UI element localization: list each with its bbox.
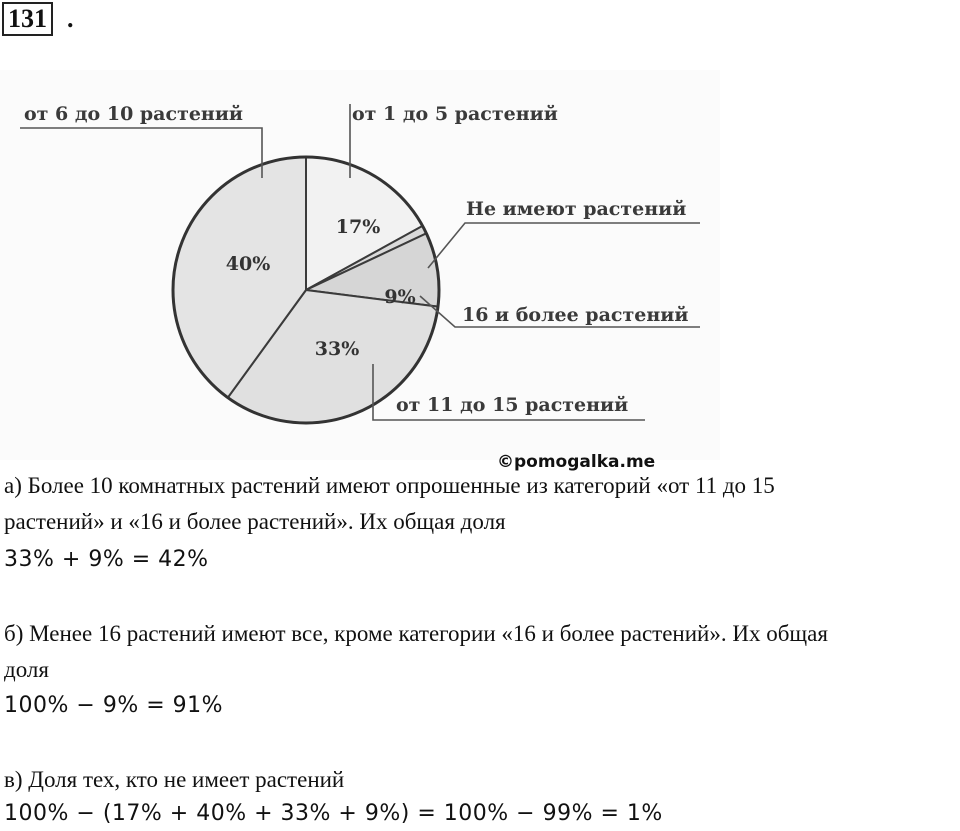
answer-c-text-1: в) Доля тех, кто не имеет растений <box>4 767 345 792</box>
callout-leader-6-10 <box>20 128 262 178</box>
pie-chart <box>0 70 720 460</box>
watermark: ©pomogalka.me <box>497 452 656 472</box>
answer-b-text-2: доля <box>4 657 49 682</box>
answer-b-text-1: б) Менее 16 растений имеют все, кроме категории «16 и более растений». Их общая <box>4 621 828 646</box>
answer-a-text-2: растений» и «16 и более растений». Их общая доля <box>4 509 506 534</box>
answer-a-text-1: а) Более 10 комнатных растений имеют опрошенные из категорий «от 11 до 15 <box>4 473 775 498</box>
answer-b-formula: 100% − 9% = 91% <box>4 693 224 718</box>
answer-a-formula: 33% + 9% = 42% <box>4 547 209 572</box>
problem-number: 131 <box>2 2 53 36</box>
answer-c-formula: 100% − (17% + 40% + 33% + 9%) = 100% − 99% = 1% <box>4 801 663 826</box>
pie-chart-figure <box>0 70 720 460</box>
callout-label-16-plus: 16 и более растений <box>462 304 689 326</box>
pie-value-label-1-5: 17% <box>335 216 381 238</box>
pie-value-label-16-plus: 9% <box>384 286 416 308</box>
callout-leader-none <box>428 223 700 268</box>
callout-label-6-10: от 6 до 10 растений <box>24 103 244 125</box>
callout-label-11-15: от 11 до 15 растений <box>396 394 629 416</box>
problem-number-dot: . <box>67 4 74 33</box>
pie-value-label-6-10: 40% <box>225 253 271 275</box>
pie-value-label-11-15: 33% <box>314 338 360 360</box>
callout-label-1-5: от 1 до 5 растений <box>352 103 558 125</box>
callout-label-none: Не имеют растений <box>466 198 687 220</box>
